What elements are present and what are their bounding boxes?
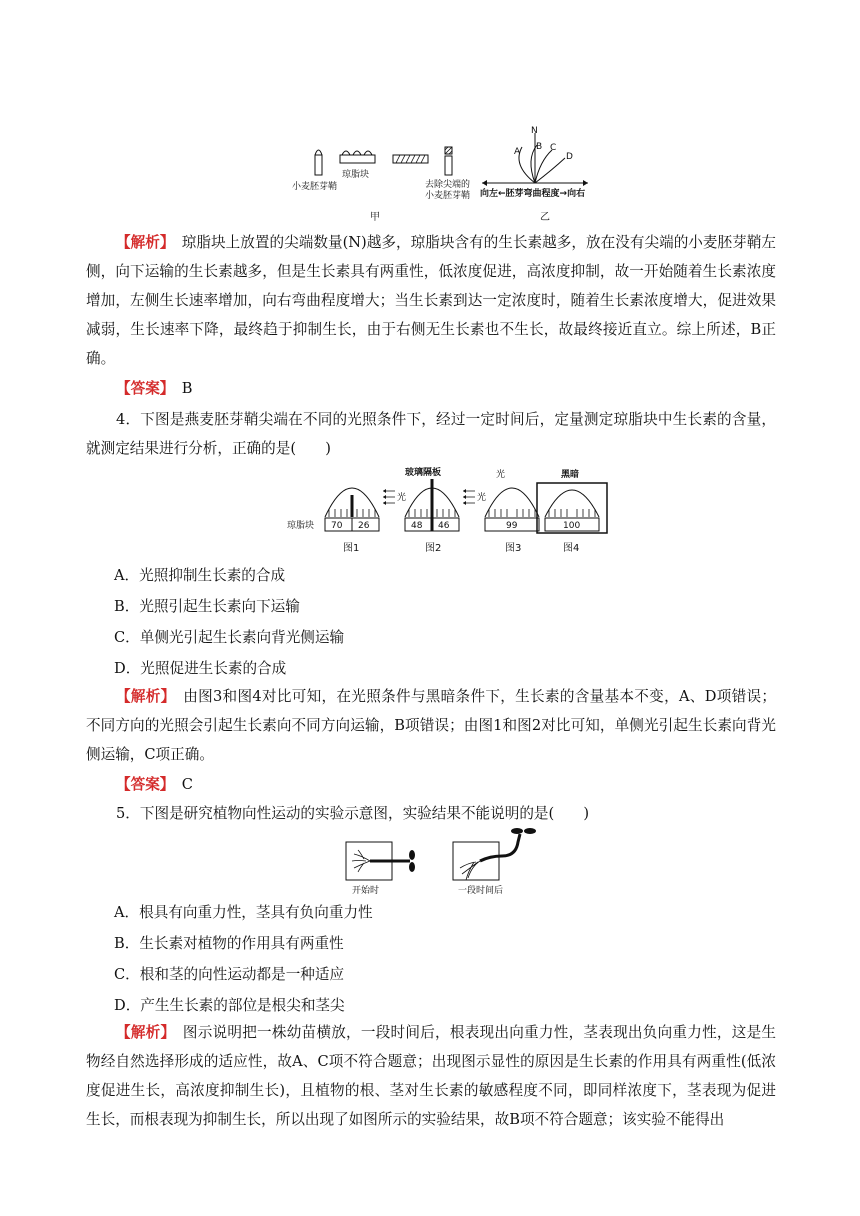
curve-label-n: N (531, 126, 538, 136)
caption-yi: 乙 (540, 212, 550, 223)
fig2-value-left: 48 (411, 521, 423, 531)
dark-label: 黑暗 (561, 470, 580, 480)
coleoptile-left (315, 150, 322, 175)
agar-label: 琼脂块 (287, 521, 315, 531)
fig1-value-left: 70 (331, 521, 343, 531)
q5-stem: 5．下图是研究植物向性运动的实验示意图，实验结果不能说明的是( ) (116, 805, 590, 822)
q5-analysis-text: 图示说明把一株幼苗横放，一段时间后，根表现出向重力性，茎表现出负向重力性，这是生物经自然选择形成的适应性，故A、C项不符合题意；出现图示显性的原因是生长素的作用具有两重性(低浓度促进生长，高浓度抑制生长)，且植物的根、茎对生长素的敏感程度不同，即同样浓度下，茎表现为促进生长，而根表现为抑制生长，所以出现了如图所示的实验结果，故B项不符合题意；该实验不能得出 (86, 1024, 776, 1128)
caption-fig2: 图2 (425, 543, 442, 554)
q4-answer-value: C (181, 776, 193, 793)
glass-label: 玻璃隔板 (405, 468, 442, 478)
seedling-after (453, 828, 536, 880)
q5-option-d: D．产生生长素的部位是根尖和茎尖 (114, 997, 345, 1014)
q4-analysis (86, 682, 776, 769)
caption-after: 一段时间后 (458, 886, 504, 896)
figure-q5-tropism (340, 828, 550, 898)
q4-option-d: D．光照促进生长素的合成 (114, 660, 287, 677)
label-agar: 琼脂块 (342, 170, 370, 180)
q5-option-a: A．根具有向重力性，茎具有负向重力性 (114, 904, 373, 921)
q4-stem: 4．下图是燕麦胚芽鞘尖端在不同的光照条件下，经过一定时间后，定量测定琼脂块中生长素的含量，就测定结果进行分析，正确的是( ) (86, 411, 776, 457)
fig4-value: 100 (563, 521, 581, 531)
curve-label-d: D (566, 152, 573, 162)
label-removed-tip-2: 小麦胚芽鞘 (425, 191, 471, 201)
figure-jia-yi (290, 125, 600, 225)
q3-answer-value: B (181, 380, 193, 397)
fig2-value-right: 46 (438, 521, 450, 531)
q5-analysis (86, 1018, 776, 1134)
q5-option-c: C．根和茎的向性运动都是一种适应 (114, 966, 345, 983)
seedling-start (346, 842, 415, 880)
fig1-value-right: 26 (358, 521, 370, 531)
agar-hatched (393, 155, 428, 163)
q3-analysis (86, 228, 776, 373)
q3-answer (86, 374, 776, 403)
q5-analysis-tag: 【解析】 (116, 1024, 169, 1041)
q4-option-b: B．光照引起生长素向下运输 (114, 598, 300, 615)
fig3-light-label: 光 (496, 470, 506, 480)
caption-start: 开始时 (352, 886, 380, 896)
q4-answer (86, 770, 776, 799)
q4-answer-tag: 【答案】 (116, 776, 168, 793)
caption-fig1: 图1 (343, 543, 360, 554)
q4-analysis-text: 由图3和图4对比可知，在光照条件与黑暗条件下，生长素的含量基本不变，A、D项错误；不同方向的光照会引起生长素向不同方向运输，B项错误；由图1和图2对比可知，单侧光引起生长素向背光侧运输，C项正确。 (86, 688, 776, 763)
curve-label-a: A (514, 147, 521, 157)
curve-label-b: B (536, 142, 543, 152)
q4-option-a: A．光照抑制生长素的合成 (114, 567, 286, 584)
fig2-light-label: 光 (477, 493, 487, 503)
q5-option-b: B．生长素对植物的作用具有两重性 (114, 935, 344, 952)
caption-fig3: 图3 (505, 543, 522, 554)
q3-analysis-text: 琼脂块上放置的尖端数量(N)越多，琼脂块含有的生长素越多，放在没有尖端的小麦胚芽鞘左侧，向下运输的生长素越多，但是生长素具有两重性，低浓度促进，高浓度抑制，故一开始随着生长素浓度增加，左侧生长速率增加，向右弯曲程度增大；当生长素到达一定浓度时，随着生长素浓度增大，促进效果减弱，生长速率下降，最终趋于抑制生长，由于右侧无生长素也不生长，故最终接近直立。综上所述，B正确。 (86, 234, 776, 367)
q4-analysis-tag: 【解析】 (116, 688, 169, 705)
fig1-light-label: 光 (397, 493, 407, 503)
q4-option-c: C．单侧光引起生长素向背光侧运输 (114, 629, 345, 646)
caption-fig4: 图4 (563, 543, 580, 554)
axis-label: 向左←胚芽弯曲程度→向右 (480, 189, 586, 199)
decapitated-coleoptile (445, 147, 452, 175)
label-removed-tip-1: 去除尖端的 (425, 180, 471, 190)
label-left-coleoptile: 小麦胚芽鞘 (292, 182, 338, 192)
figure-q4-light-experiment (285, 465, 615, 560)
curve-label-c: C (550, 143, 557, 153)
q3-answer-tag: 【答案】 (116, 380, 168, 397)
caption-jia: 甲 (370, 212, 380, 223)
agar-with-tips (340, 151, 375, 163)
fig3-value: 99 (506, 521, 518, 531)
q3-analysis-tag: 【解析】 (116, 234, 168, 251)
